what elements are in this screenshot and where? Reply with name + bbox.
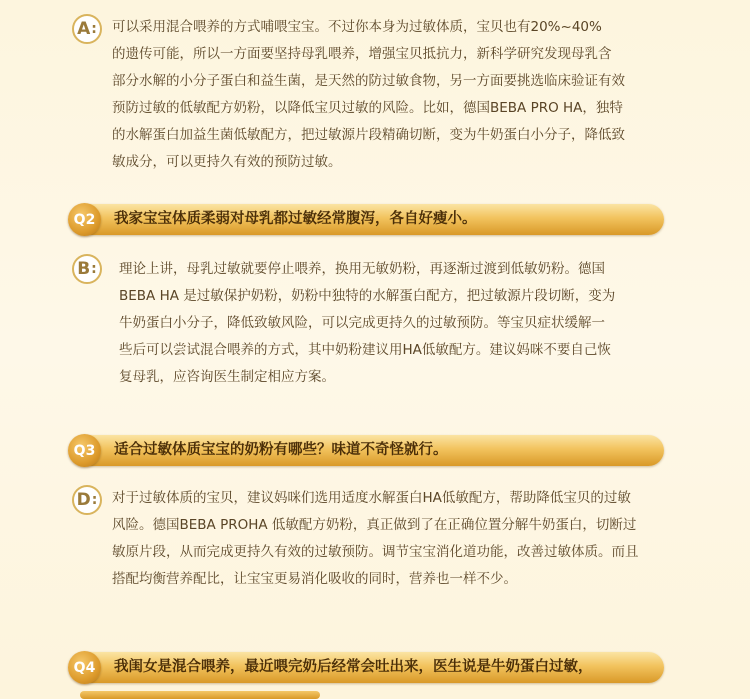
answer-d-line: 敏原片段，从而完成更持久有效的过敏预防。调节宝宝消化道功能，改善过敏体质。而且 — [112, 544, 639, 560]
answer-a-line: 的遗传可能，所以一方面要坚持母乳喂养，增强宝贝抵抗力，新科学研究发现母乳含 — [112, 46, 612, 62]
answer-b-line: 复母乳，应咨询医生制定相应方案。 — [119, 369, 335, 385]
answer-a-colon: : — [91, 21, 97, 37]
question-q4-continuation-bar — [80, 691, 320, 699]
answer-d-line: 风险。德国BEBA PROHA 低敏配方奶粉，真正做到了在正确位置分解牛奶蛋白，切断过 — [112, 517, 637, 533]
answer-b-line: 理论上讲，母乳过敏就要停止喂养，换用无敏奶粉，再逐渐过渡到低敏奶粉。德国 — [119, 261, 605, 277]
answer-a-marker — [72, 14, 102, 44]
answer-d-line: 搭配均衡营养配比，让宝宝更易消化吸收的同时，营养也一样不少。 — [112, 571, 517, 587]
answer-d-line: 对于过敏体质的宝贝，建议妈咪们选用适度水解蛋白HA低敏配方，帮助降低宝贝的过敏 — [112, 490, 631, 506]
question-q2-bar — [70, 204, 664, 235]
answer-a-line: 的水解蛋白加益生菌低敏配方，把过敏源片段精确切断，变为牛奶蛋白小分子，降低致 — [112, 127, 625, 143]
question-q4-badge: Q4 — [68, 651, 101, 684]
answer-b-letter: B — [77, 259, 91, 279]
answer-a-line: 敏成分，可以更持久有效的预防过敏。 — [112, 154, 342, 170]
question-q2-badge: Q2 — [68, 203, 101, 236]
answer-d-marker — [72, 485, 102, 515]
answer-d-colon: : — [91, 492, 98, 508]
question-q4-bar — [70, 652, 664, 683]
answer-d-text — [112, 485, 639, 593]
answer-b-line: 些后可以尝试混合喂养的方式，其中奶粉建议用HA低敏配方。建议妈咪不要自己恢 — [119, 342, 611, 358]
answer-b-line: 牛奶蛋白小分子，降低致敏风险，可以完成更持久的过敏预防。等宝贝症状缓解一 — [119, 315, 605, 331]
answer-b-colon: : — [91, 261, 97, 277]
question-q3-bar — [70, 435, 664, 466]
answer-b-marker — [72, 254, 102, 284]
answer-a-line: 部分水解的小分子蛋白和益生菌，是天然的防过敏食物，另一方面要挑选临床验证有效 — [112, 73, 625, 89]
answer-d-letter: D — [76, 490, 91, 510]
answer-a-letter: A — [77, 19, 91, 39]
question-q3-badge: Q3 — [68, 434, 101, 467]
answer-a-line: 可以采用混合喂养的方式哺喂宝宝。不过你本身为过敏体质，宝贝也有20%~40% — [112, 19, 602, 35]
answer-a-text — [112, 14, 625, 176]
answer-a-line: 预防过敏的低敏配方奶粉，以降低宝贝过敏的风险。比如，德国BEBA PRO HA，独特 — [112, 100, 623, 116]
question-q3-text: 适合过敏体质宝宝的奶粉有哪些？味道不奇怪就行。 — [114, 442, 448, 458]
question-q2-text: 我家宝宝体质柔弱对母乳都过敏经常腹泻，各自好瘦小。 — [114, 211, 477, 227]
answer-b-text — [119, 256, 615, 391]
question-q4-text: 我闺女是混合喂养，最近喂完奶后经常会吐出来，医生说是牛奶蛋白过敏， — [114, 659, 593, 675]
answer-b-line: BEBA HA 是过敏保护奶粉，奶粉中独特的水解蛋白配方，把过敏源片段切断，变为 — [119, 288, 616, 304]
